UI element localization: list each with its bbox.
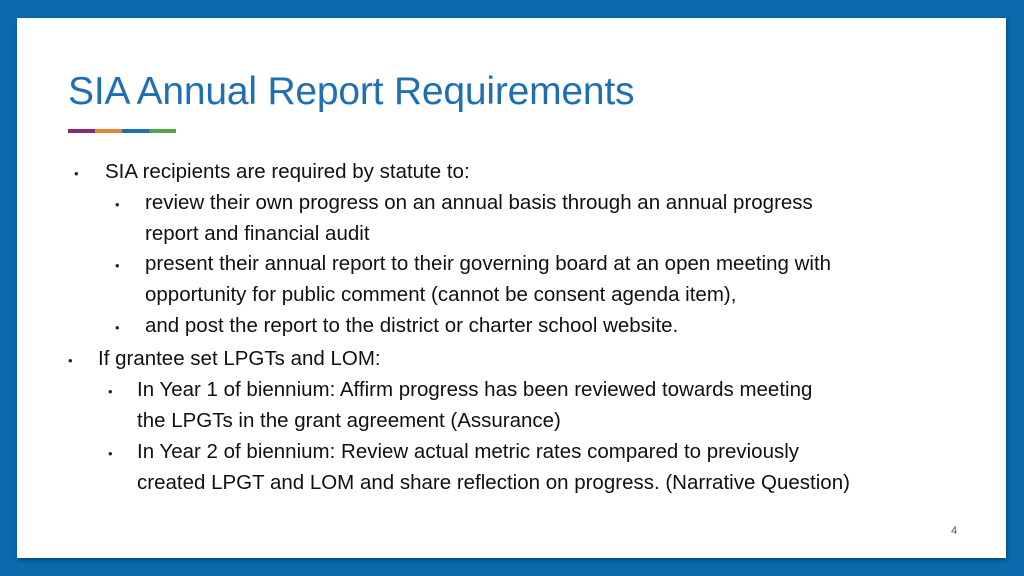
- sub-bullet-marker: •: [108, 384, 113, 399]
- sub-bullet-2-1-line-2: the LPGTs in the grant agreement (Assurance): [137, 409, 561, 432]
- sub-bullet-marker: •: [108, 446, 113, 461]
- bullet-item-1: SIA recipients are required by statute to:: [105, 160, 470, 183]
- sub-bullet-2-2-line-1: In Year 2 of biennium: Review actual metric rates compared to previously: [137, 440, 800, 463]
- slide-title: SIA Annual Report Requirements: [68, 70, 635, 113]
- sub-bullet-marker: •: [115, 258, 120, 273]
- sub-bullet-2-2-line-2: created LPGT and LOM and share reflection on progress. (Narrative Question): [137, 471, 850, 494]
- sub-bullet-marker: •: [115, 197, 120, 212]
- sub-bullet-marker: •: [115, 320, 120, 335]
- page-number: 4: [951, 525, 958, 537]
- bullet-marker: •: [74, 166, 79, 181]
- sub-bullet-2-1-line-1: In Year 1 of biennium: Affirm progress has been reviewed towards meeting: [137, 378, 813, 401]
- slide-body: [17, 18, 1006, 558]
- slide: [17, 18, 1006, 558]
- sub-bullet-1-3-line-1: and post the report to the district or charter school website.: [145, 314, 679, 337]
- bullet-marker: •: [68, 353, 73, 368]
- sub-bullet-1-2-line-1: present their annual report to their governing board at an open meeting with: [145, 252, 832, 275]
- sub-bullet-1-2-line-2: opportunity for public comment (cannot be consent agenda item),: [145, 283, 737, 306]
- bullet-item-2: If grantee set LPGTs and LOM:: [98, 347, 381, 370]
- sub-bullet-1-1-line-1: review their own progress on an annual basis through an annual progress: [145, 191, 813, 214]
- sub-bullet-1-1-line-2: report and financial audit: [145, 222, 370, 245]
